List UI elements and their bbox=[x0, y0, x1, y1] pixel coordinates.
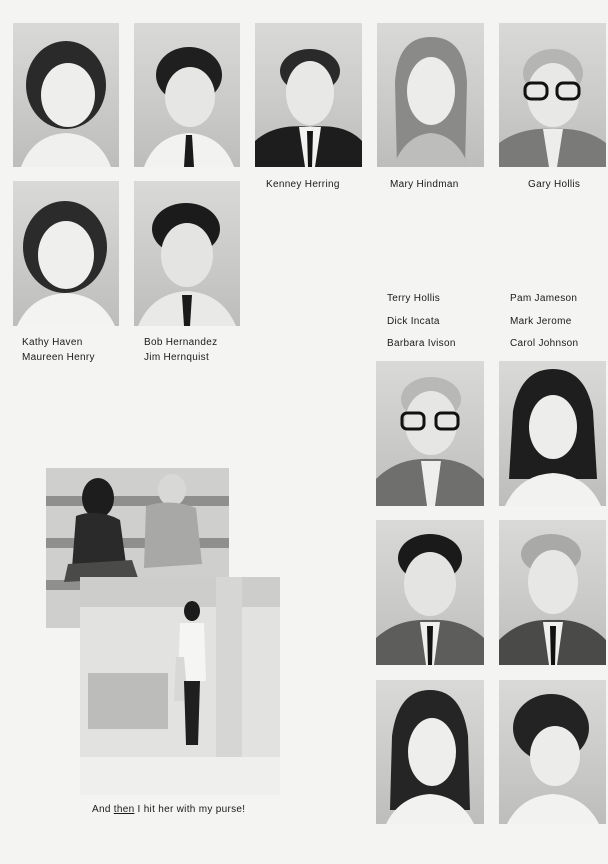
name-label-right-col1-2: Dick Incata bbox=[387, 316, 440, 327]
portrait-right-4 bbox=[499, 520, 606, 665]
portrait-kenney-herring bbox=[255, 23, 362, 167]
name-label-right-col2-3: Carol Johnson bbox=[510, 338, 579, 349]
portrait-gary-hollis bbox=[499, 23, 606, 167]
caption-underlined-word: then bbox=[113, 804, 135, 815]
caption-before: And bbox=[92, 804, 114, 815]
portrait-mary-hindman bbox=[377, 23, 484, 167]
name-label-row1-3: Gary Hollis bbox=[528, 179, 581, 190]
name-label-right-col1-3: Barbara Ivison bbox=[387, 338, 456, 349]
portrait-row2-2 bbox=[134, 181, 240, 326]
portrait-right-6 bbox=[499, 680, 606, 824]
portrait-row1-1 bbox=[13, 23, 119, 167]
portrait-right-3 bbox=[376, 520, 484, 665]
name-label-right-col2-1: Pam Jameson bbox=[510, 293, 578, 304]
portrait-row1-2 bbox=[134, 23, 240, 167]
name-label-right-col2-2: Mark Jerome bbox=[510, 316, 572, 327]
name-label-left-col2-1: Bob Hernandez bbox=[144, 337, 218, 348]
name-label-right-col1-1: Terry Hollis bbox=[387, 293, 441, 304]
name-label-left-col1-1: Kathy Haven bbox=[22, 337, 83, 348]
name-label-left-col2-2: Jim Hernquist bbox=[144, 352, 210, 363]
portrait-row2-1 bbox=[13, 181, 119, 326]
caption-after: I hit her with my purse! bbox=[134, 804, 246, 815]
portrait-right-2 bbox=[499, 361, 606, 506]
photo-caption bbox=[92, 804, 245, 815]
portrait-right-5 bbox=[376, 680, 484, 824]
candid-photo-hallway bbox=[80, 577, 280, 795]
name-label-row1-1: Kenney Herring bbox=[266, 179, 340, 190]
portrait-right-1 bbox=[376, 361, 484, 506]
name-label-row1-2: Mary Hindman bbox=[390, 179, 459, 190]
name-label-left-col1-2: Maureen Henry bbox=[22, 352, 95, 363]
